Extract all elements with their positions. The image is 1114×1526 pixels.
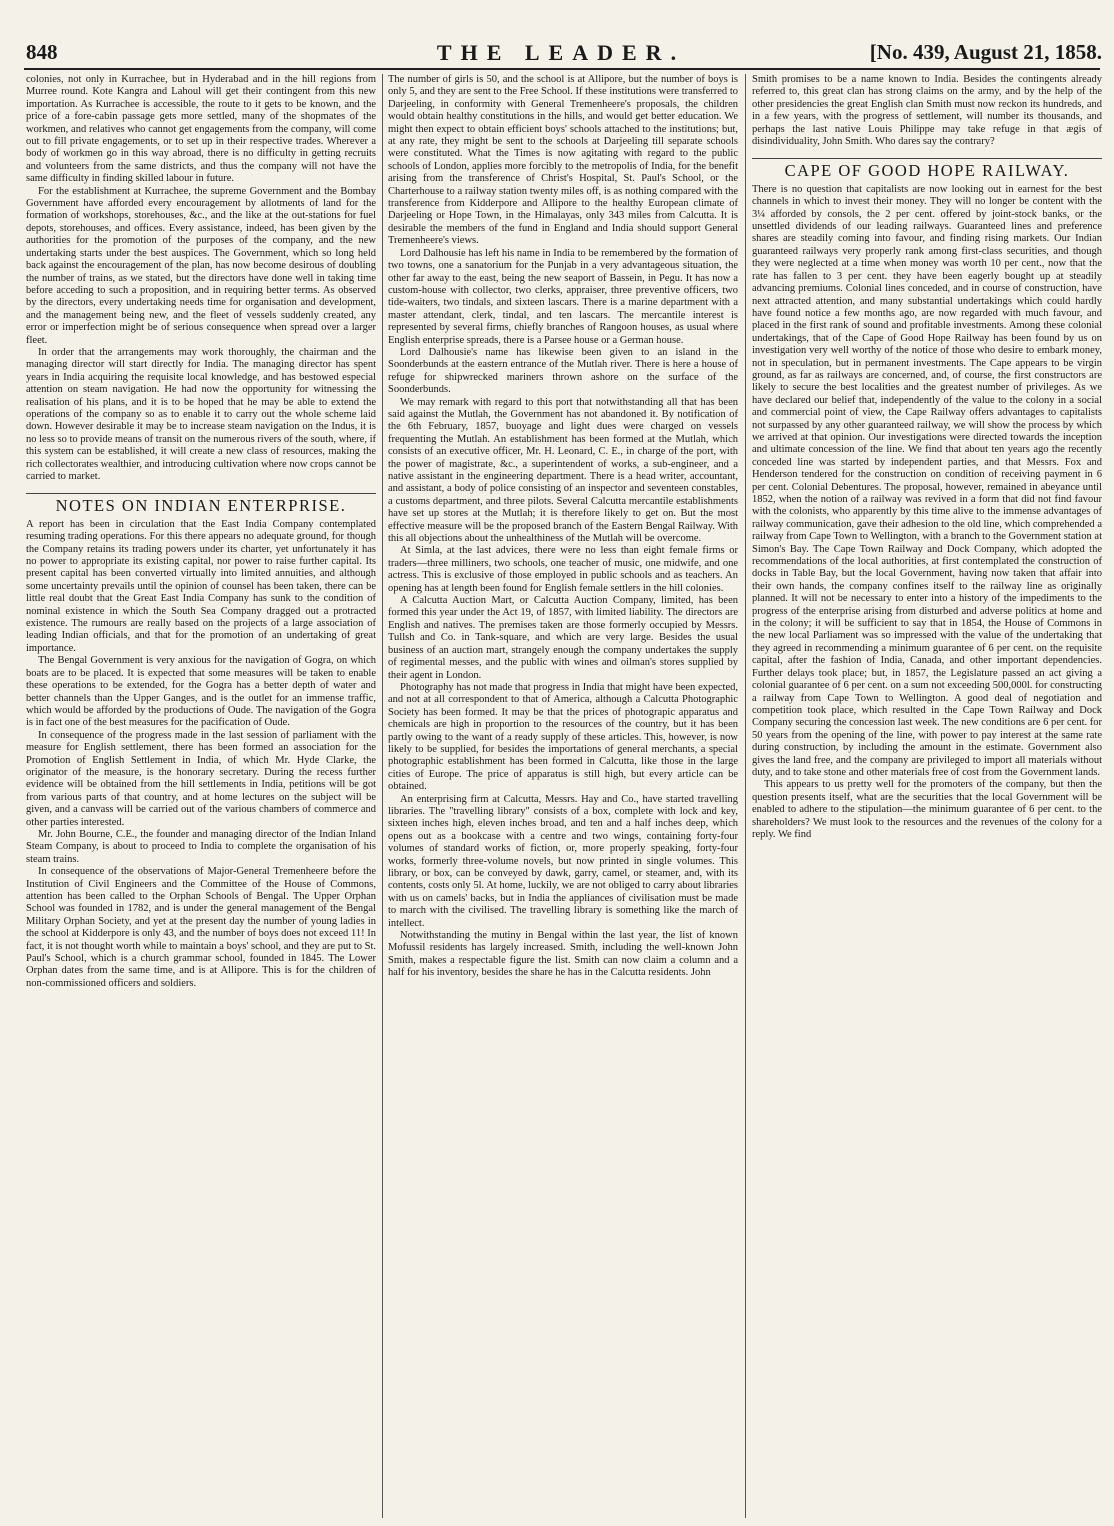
newspaper-title: THE LEADER. bbox=[436, 40, 686, 65]
column-divider bbox=[382, 74, 383, 1518]
paragraph: In consequence of the progress made in the last session of parliament with the measure for English settlement, there has been formed an association for the Promotion of English Settlement in India, of which Mr. Hyde Clarke, the originator of the measure, is the honorary secretary. During the recess further evidence will be obtained from the hill settlements in India, petitions will be got from various parts of that country, and at home lectures on the subject will be given, and a canvass will be carried out of the various chambers of commerce and other parties interested. bbox=[26, 729, 376, 828]
paragraph: A report has been in circulation that the East India Company contemplated resuming trading operations. For this there appears no adequate ground, for though the Company retains its trading powers under its charter, yet unfortunately it has no power to appropriate its existing capital, nor power to raise further capital. Its present capital has been converted virtually into limited annuities, and although some uncertainty prevails until the opinion of counsel has been taken, there can be little real doubt that the Great East India Company has sunk to the condition of nominal existence in which the South Sea Company dragged out a protracted existence. The rumours are really based on the projects of a large association of leading Indian officials, and that for the promotion of an undertaking of great importance. bbox=[26, 518, 376, 654]
paragraph: Lord Dalhousie has left his name in India to be remembered by the formation of two towns, one a sanatorium for the Punjab in a very advantageous situation, the other far away to the east, being the new seaport of Bassein, in Pegu. It has now a custom-house with collector, two clerks, appraiser, three preventive officers, two tide-waiters, two tindals, and sixteen lascars. There is a marine department with a master attendant, clerk, tindal, and ten lascars. The mercantile interest is represented by several firms, chiefly branches of Rangoon houses, as usual where English enterprise spreads, there is a Parsee house or a German house. bbox=[388, 247, 738, 346]
column-divider bbox=[745, 74, 746, 1518]
section-heading: CAPE OF GOOD HOPE RAILWAY. bbox=[752, 158, 1102, 177]
issue-date: [No. 439, August 21, 1858. bbox=[869, 40, 1102, 64]
paragraph: colonies, not only in Kurrachee, but in Hyderabad and in the hill regions from Murree round. Kote Kangra and Lahoul will get their contingent from this new importation. As Kurrachee is accessible, the route to it gets to be known, and the price of a fore-cabin passage gets more settled, many of the shopmates of the workmen, and relatives who cannot get engagements from the company, will come out to fill private engagements, or to set up in their respective trades. Wherever a body of workmen go in this way abroad, there is no difficulty in getting recruits and volunteers from the same districts, and thus the company will not have the same difficulty in finding skilled labour in future. bbox=[26, 74, 376, 185]
column-3 bbox=[752, 74, 1102, 1518]
paragraph: We may remark with regard to this port that notwithstanding all that has been said against the Mutlah, the Government has not abandoned it. By notification of the 6th February, 1857, buoyage and light dues were charged on vessels frequenting the Mutlah. An establishment has been formed at the Mutlah, which consists of an executive officer, Mr. H. Leonard, C. E., in charge of the port, with the power of magistrate, &c., a superintendent of works, a sub-engineer, and a native assistant in the engineering department. There is a head writer, accountant, and assistant, a body of police consisting of an inspector and seventeen constables, a customs department, and three pilots. Several Calcutta mercantile establishments have set up stores at the Mutlah; it is therefore likely to get on. But the most effective measure will be the proposed branch of the Eastern Bengal Railway. With this all objections about the unhealthiness of the Mutlah will be overcome. bbox=[388, 396, 738, 545]
masthead bbox=[20, 40, 1102, 68]
paragraph: There is no question that capitalists are now looking out in earnest for the best channels in which to invest their money. They will no longer be content with the 3¼ afforded by consols, the 2 per cent. offered by joint-stock banks, or the unsettled dividends of our leading railways. Guaranteed lines and preference shares are steadily coming into favour, and finding rising markets. Our Indian guaranteed railways very properly rank among first-class securities, and though they were neglected at a time when money was worth 10 per cent., now that the rate has fallen to 3 per cent. they have been eagerly bought up at steadily advancing premiums. Colonial lines conceded, and in course of construction, have next attracted attention, and many substantial undertakings which could hardly have found notice a few months ago, are now regarded with much favour, and placed in the first rank of sound and profitable investments. Among these colonial undertakings, that of the Cape of Good Hope Railway has been found by us on investigation very well worthy of the notice of those who desire to embark money, not in speculation, but in permanent investments. The Cape appears to be virgin ground, as far as railways are concerned, and, of course, the first constructors are likely to secure the best localities and the greatest number of privileges. As we have declared our belief that, independently of the value to the colony in a social and commercial point of view, the Cape Railway offers advantages to capitalists not surpassed by any other guaranteed railway, we will show the process by which we arrived at that opinion. Our investigations were directed towards the inception and ultimate concession of the line. We find that about ten years ago the recently conceded line was started by independent parties, and that Messrs. Fox and Henderson tendered for the construction on condition of receiving payment in 6 per cent. Colonial Debentures. The proposal, however, remained in abeyance until 1852, when the notion of a railway was revived in a form that did not find favour with the colonists, who apparently by this time alive to the immense advantages of railway communication, gave their adhesion to the old line, which comprehended a railway from Cape Town to Wellington, with a branch to the Government station at Simon's Bay. The Cape Town Railway and Dock Company, which adopted the recommendations of the local authorities, at first contemplated the construction of docks in Table Bay, but the local Government, having now taken that affair into their own hands, the company confines itself to the railway line as originally planned. It will not be necessary to enter into a history of the impediments to the progress of the enterprise arising from disturbed and adverse politics at home and in the colony; it will be sufficient to say that in 1854, the House of Commons in the new local Parliament was so impressed with the value of the undertaking that they agreed in recommending a minimum guarantee of 6 per cent. on the requisite capital, after the fashion of India, Canada, and other important dependencies. Further delays took place; but, in 1857, the Legislature passed an act giving a colonial guarantee of 6 per cent. on a sum not exceeding 500,000l. for constructing a railway from Cape Town to Wellington. A good deal of negotiation and competition took place, which resulted in the Cape Town Railway and Dock Company securing the concession last week. The new conditions are 6 per cent. for 50 years from the opening of the line, with power to pay interest at the same rate during construction, by including the amount in the estimate. Government also gives the land free, and the company are privileged to import all materials without duty, and to take stone and other materials free of cost from the Government lands. bbox=[752, 183, 1102, 778]
paragraph: Smith promises to be a name known to India. Besides the contingents already referred to, this great clan has strong claims on the army, and by the help of the other presidencies the great English clan Smith must now reckon its hundreds, and in a few years, with the progress of settlement, will number its thousands, and perhaps the last native Louis Philippe may take refuge in that ægis of disindividuality, John Smith. Who dares say the contrary? bbox=[752, 74, 1102, 148]
paragraph: The number of girls is 50, and the school is at Allipore, but the number of boys is only 5, and they are sent to the Free School. If these institutions were transferred to Darjeeling, in conformity with General Tremenheere's proposals, the children would obtain healthy constitutions in the hills, and would get better education. We might then expect to obtain efficient boys' schools attached to the institutions; but, at any rate, they might be sent to the schools at Darjeeling till separate schools were constituted. What the Times is now agitating with regard to the public schools of London, applies more forcibly to the metropolis of India, for the benefit arising from the transference of Christ's Hospital, St. Paul's School, or the Charterhouse to a railway station twenty miles off, is as nothing compared with the transference from Kidderpore and Allipore to the healthy European climate of Darjeeling or Hope Town, in the Himalayas, only 343 miles from Calcutta. It is desirable the members of the fund in England and India should support General Tremenheere's views. bbox=[388, 74, 738, 247]
paragraph: Lord Dalhousie's name has likewise been given to an island in the Soonderbunds at the eastern entrance of the Mutlah river. There is here a house of refuge for shipwrecked mariners thrown ashore on the surface of the Soonderbunds. bbox=[388, 346, 738, 396]
paragraph: Mr. John Bourne, C.E., the founder and managing director of the Indian Inland Steam Company, is about to proceed to India to complete the organisation of his steam trains. bbox=[26, 828, 376, 865]
paragraph: In order that the arrangements may work thoroughly, the chairman and the managing director will start directly for India. The managing director has spent years in India acquiring the requisite local knowledge, and has bestowed especial attention on steam navigation. He had now the opportunity for witnessing the realisation of his plans, and it is to be hoped that he may be able to extend the operations of the company so as to enable it to carry out the whole scheme laid down. However desirable it may be to increase steam navigation on the Indus, it is no less so to provide means of transit on the numerous rivers of the south, where, if this system can be established, it will create a new class of resources, making the rich collectorates wealthier, and introducing cultivation where now crops cannot be carried to market. bbox=[26, 346, 376, 482]
paragraph: In consequence of the observations of Major-General Tremenheere before the Institution of Civil Engineers and the Committee of the House of Commons, attention has been called to the Orphan Schools of Bengal. The Upper Orphan School was founded in 1782, and is under the general management of the Bengal Military Orphan Society, and yet at the present day the number of young ladies in the school at Kidderpore is only 43, and the number of boys does not exceed 11! In fact, it is not thought worth while to maintain a boys' school, and they are put to St. Paul's School, which is a church grammar school, founded in 1845. The Lower Orphan dates from the same time, and is at Allipore. This is for the children of non-commissioned officers and soldiers. bbox=[26, 866, 376, 989]
paragraph: Notwithstanding the mutiny in Bengal within the last year, the list of known Mofussil residents has largely increased. Smith, including the well-known John Smith, makes a respectable figure the list. Smith can now claim a column and a half for his inventory, besides the share he has in the Calcutta residents. John bbox=[388, 930, 738, 979]
paragraph: An enterprising firm at Calcutta, Messrs. Hay and Co., have started travelling libraries. The "travelling library" consists of a box, complete with lock and key, sixteen inches high, eleven inches broad, and ten and a half inches deep, which opens out as a bookcase with a centre and two wings, containing forty-four volumes of standard works of fiction, or, more properly speaking, forty-four works, formerly three-volume novels, but now printed in single volumes. This library, or box, can be conveyed by dawk, garry, camel, or steamer, and, with its contents, costs only 5l. At home, luckily, we are not obliged to carry about libraries with us on camels' backs, but in India the appliances of civilisation must be made to march with the civilised. The travelling library is something like the march of intellect. bbox=[388, 793, 738, 929]
paragraph: At Simla, at the last advices, there were no less than eight female firms or traders—three milliners, two schools, one teacher of music, one midwife, and one actress. This is exclusive of those employed in public schools and as teachers. An opening has at length been found for English female settlers in the hill colonies. bbox=[388, 545, 738, 594]
masthead-rule bbox=[24, 68, 1100, 70]
page-number: 848 bbox=[26, 40, 58, 64]
section-heading: NOTES ON INDIAN ENTERPRISE. bbox=[26, 493, 376, 512]
column-1 bbox=[26, 74, 376, 1518]
paragraph: The Bengal Government is very anxious for the navigation of Gogra, on which boats are to be placed. It is expected that some measures will be taken to enable these operations to be extended, for the Gogra has a better depth of water and better channels than the Upper Ganges, and is the outlet for an immense traffic, which would be afforded by the productions of Oude. The navigation of the Gogra is in fact one of the best measures for the pacification of Oude. bbox=[26, 655, 376, 729]
column-2 bbox=[388, 74, 738, 1518]
paragraph: A Calcutta Auction Mart, or Calcutta Auction Company, limited, has been formed this year under the Act 19, of 1857, with limited liability. The directors are English and natives. The premises taken are those formerly occupied by Messrs. Tullsh and Co. in Tank-square, and which are very large. Besides the usual business of an auction mart, strangely enough the company undertakes the supply of regimental messes, and the public with wines and oilman's stores supplied by their agent in London. bbox=[388, 595, 738, 681]
paragraph: Photography has not made that progress in India that might have been expected, and not at all correspondent to that of America, although a Calcutta Photographic Society has been formed. It may be that the prices of photograpic apparatus and chemicals are high in proportion to the resources of the country, but it has been partly owing to the want of a ready supply of these articles. This, however, is now likely to be supplied, for besides the importations of general merchants, a special photographic establishment has been formed in Calcutta, like those in the large cities of Europe. The price of apparatus is still high, but every article can be obtained. bbox=[388, 681, 738, 793]
paragraph: For the establishment at Kurrachee, the supreme Government and the Bombay Government have afforded every encouragement by allotments of land for the formation of workshops, storehouses, &c., and the like at the out-stations for fuel depots, storehouses, and offices. Every assistance, indeed, has been given by the authorities for the promotion of the purposes of the company, and the new undertaking starts under the best auspices. The Government, which so long held back against the encouragement of the plan, has now become desirous of doubling the number of trains, as we stated, but the directors have done well in taking time before acceding to such a proposition, and in requiring better terms. As observed by the directors, every undertaking needs time for organisation and development, and the management being new, and the fleet of vessels suddenly created, any error or imperfection might be of serious consequence when spread over a larger fleet. bbox=[26, 185, 376, 346]
paragraph: This appears to us pretty well for the promoters of the company, but then the question presents itself, what are the securities that the local Government will be enabled to adhere to the stipulation—the minimum guarantee of 6 per cent. to the shareholders? We must look to the resources and the revenues of the colony for a reply. We find bbox=[752, 779, 1102, 840]
